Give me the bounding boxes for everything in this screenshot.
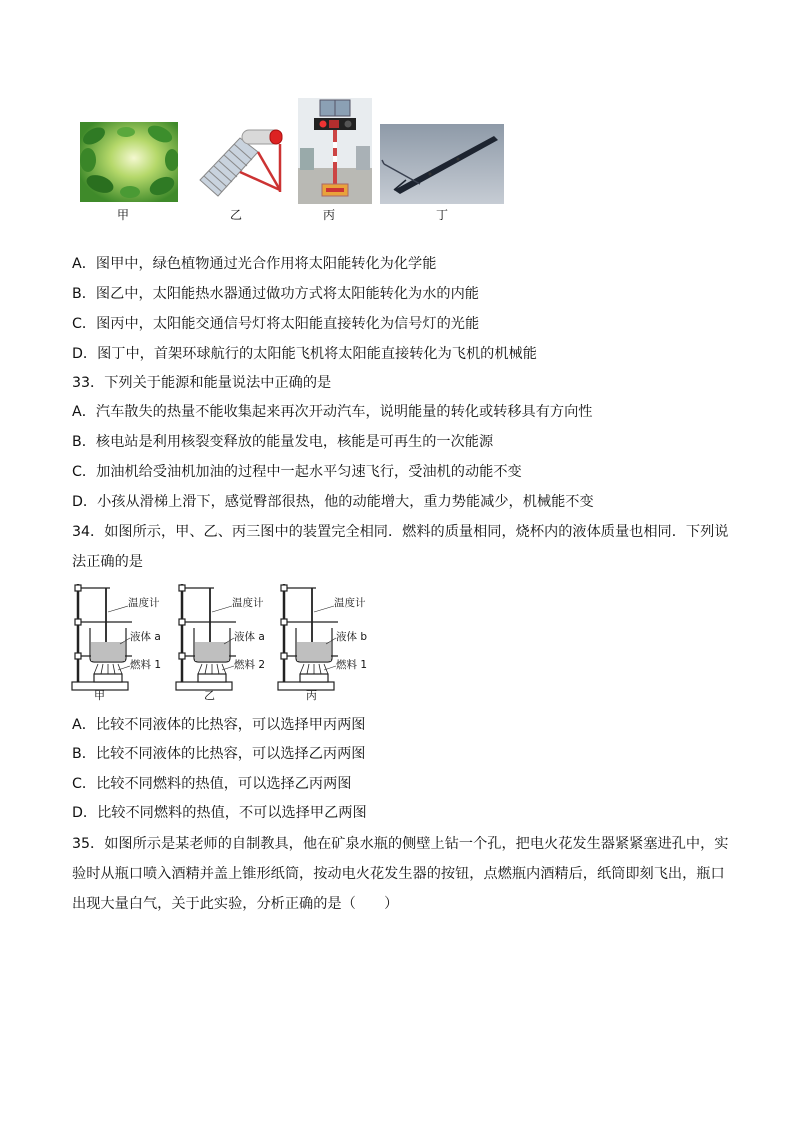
q32-option-c: C．图丙中，太阳能交通信号灯将太阳能直接转化为信号灯的光能 <box>72 316 480 332</box>
apparatus-bing <box>276 578 386 702</box>
q34-stem-line2: 法正确的是 <box>72 554 143 570</box>
apparatus-jia-liquid-label: 液体 a <box>130 631 161 643</box>
q33-option-c: C．加油机给受油机加油的过程中一起水平匀速飞行，受油机的动能不变 <box>72 464 522 480</box>
apparatus-bing-caption: 丙 <box>306 689 317 702</box>
apparatus-yi-liquid-label: 液体 a <box>234 631 265 643</box>
figure-label-yi: 乙 <box>230 208 243 222</box>
q32-option-d: D．图丁中，首架环球航行的太阳能飞机将太阳能直接转化为飞机的机械能 <box>72 346 537 362</box>
apparatus-yi <box>174 578 284 702</box>
figure-label-bing: 丙 <box>323 208 336 222</box>
apparatus-yi-fuel-label: 燃料 2 <box>234 659 266 671</box>
q32-option-b: B．图乙中，太阳能热水器通过做功方式将太阳能转化为水的内能 <box>72 286 479 302</box>
apparatus-jia-thermometer-label: 温度计 <box>128 597 160 609</box>
q35-stem-line1: 35．如图所示是某老师的自制教具，他在矿泉水瓶的侧壁上钻一个孔，把电火花发生器紧紧塞进孔中，实 <box>72 836 729 852</box>
q34-option-d: D．比较不同燃料的热值，不可以选择甲乙两图 <box>72 805 367 821</box>
figure-solar-water-heater <box>196 120 288 206</box>
figure-label-ding: 丁 <box>436 208 449 222</box>
apparatus-jia-caption: 甲 <box>94 689 105 702</box>
q33-option-a: A．汽车散失的热量不能收集起来再次开动汽车，说明能量的转化或转移具有方向性 <box>72 404 593 420</box>
q34-option-b: B．比较不同液体的比热容，可以选择乙丙两图 <box>72 746 366 762</box>
apparatus-bing-fuel-label: 燃料 1 <box>336 659 368 671</box>
q33-stem: 33．下列关于能源和能量说法中正确的是 <box>72 375 332 391</box>
figure-solar-traffic-light <box>298 98 372 204</box>
apparatus-yi-caption: 乙 <box>204 689 215 702</box>
q32-option-a: A．图甲中，绿色植物通过光合作用将太阳能转化为化学能 <box>72 256 437 272</box>
apparatus-bing-thermometer-label: 温度计 <box>334 597 366 609</box>
figure-label-jia: 甲 <box>117 208 130 222</box>
apparatus-jia-fuel-label: 燃料 1 <box>130 659 162 671</box>
q35-stem-line2: 验时从瓶口喷入酒精并盖上锥形纸筒，按动电火花发生器的按钮，点燃瓶内酒精后，纸筒即刻飞出，瓶口 <box>72 866 725 882</box>
q34-stem-line1: 34．如图所示，甲、乙、丙三图中的装置完全相同．燃料的质量相同，烧杯内的液体质量也相同．下列说 <box>72 524 729 540</box>
q34-option-a: A．比较不同液体的比热容，可以选择甲丙两图 <box>72 717 366 733</box>
apparatus-jia <box>70 578 180 702</box>
apparatus-bing-liquid-label: 液体 b <box>336 631 368 643</box>
figure-green-leaves <box>80 122 178 202</box>
apparatus-yi-thermometer-label: 温度计 <box>232 597 264 609</box>
q33-option-b: B．核电站是利用核裂变释放的能量发电，核能是可再生的一次能源 <box>72 434 494 450</box>
figure-solar-airplane <box>380 124 504 204</box>
q33-option-d: D．小孩从滑梯上滑下，感觉臀部很热，他的动能增大，重力势能减少，机械能不变 <box>72 494 594 510</box>
q35-stem-line3: 出现大量白气，关于此实验，分析正确的是（ ） <box>72 896 399 912</box>
q34-option-c: C．比较不同燃料的热值，可以选择乙丙两图 <box>72 776 352 792</box>
